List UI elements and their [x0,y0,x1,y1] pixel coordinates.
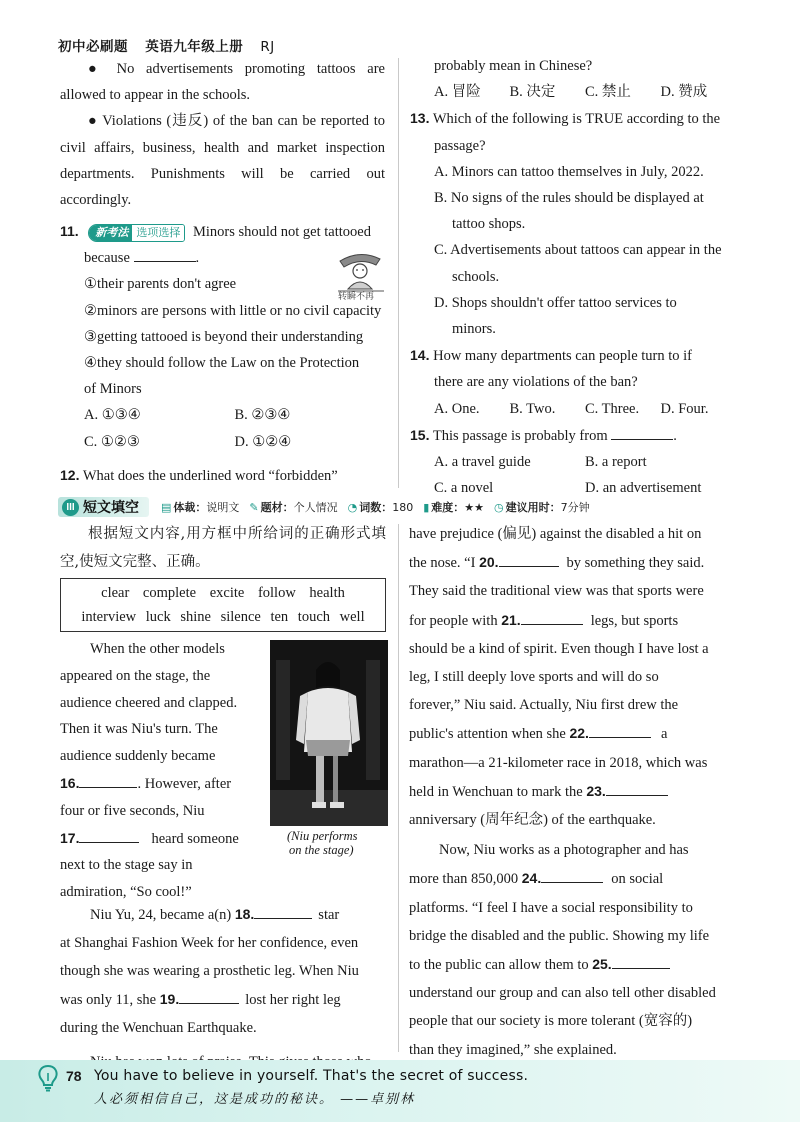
badge-sub: 选项选择 [132,225,184,241]
q13-choice-d-cont: minors. [452,321,496,338]
question-number-14: 14. [410,347,430,364]
word-box [60,578,386,632]
difficulty-meta: ▮ 难度：★★ [423,501,485,514]
question-13-stem: Which of the following is TRUE according to the [432,111,721,128]
choice-d[interactable]: D. Four. [660,400,709,417]
section-label [58,497,149,517]
blank-number-23: 23. [586,782,606,799]
question-15-stem: This passage is probably from [432,427,608,444]
page-header [58,35,287,55]
blank-number-16: 16. [60,774,80,791]
column-divider-bottom [398,524,399,1052]
choices-row-2 [60,429,385,455]
choice-b[interactable]: B. Two. [509,400,556,417]
question-stem: What does the underlined word “forbidden” [82,468,338,484]
question-number-15: 15. [410,426,430,443]
q13-choice-b[interactable]: B. No signs of the rules should be displayed at [434,190,704,207]
rule-bullet-2: ● Violations (违反) of the ban can be reported to civil affairs, business, health and market inspection departments. Punishments will be carried out accordingly. [60,113,385,209]
q13-choice-a[interactable]: A. Minors can tattoo themselves in July, 2022. [434,163,704,180]
choice-c[interactable]: C. ①②③ [84,433,140,450]
choice-b[interactable]: B. a report [585,454,647,471]
choice-d[interactable]: D. ①②④ [234,433,292,450]
bars-icon: ▮ [423,501,430,514]
speech-icon: ◔ [347,501,358,514]
question-14-stem-cont: there are any violations of the ban? [434,374,638,391]
statement-4-cont: of Minors [84,381,142,398]
blank-number-19: 19. [159,991,180,1007]
q13-choice-d[interactable]: D. Shops shouldn't offer tattoo services to [434,294,677,311]
word-box-row-1: clear complete excite follow health [101,585,345,601]
word-box-row-2: interview luck shine silence ten touch well [81,609,365,625]
statement-1: ①their parents don't agree [84,276,237,293]
question-number-13: 13. [410,110,430,127]
niu-photo [270,640,388,826]
answer-blank[interactable] [611,424,673,440]
blank-number-17: 17. [60,829,80,846]
blank-24[interactable] [541,867,603,883]
book-title: 初中必刷题 [58,39,128,55]
question-13-stem-cont: passage? [434,137,486,154]
statement-4: ④they should follow the Law on the Protection [84,355,360,372]
statement-3: ③getting tattooed is beyond their understanding [84,328,364,345]
blank-18[interactable] [254,903,312,919]
choice-c[interactable]: C. a novel [434,480,494,497]
question-number: 12. [60,467,80,483]
q13-choice-b-cont: tattoo shops. [452,216,526,233]
blank-16[interactable] [79,772,137,788]
cloze-paragraph-1: When the other models appeared on the stage, the audience cheered and clapped. Then it was Niu's turn. The audience suddenly became 16. . However, after four or five seconds, Niu 17. heard someone next to the stage say in admiration, “So cool!” [60,641,239,901]
question-stem: Minors should not get tattooed [192,224,371,240]
rule-bullet-1: ● No advertisements promoting tattoos are allowed to appear in the schools. [60,61,385,104]
section-number: III [62,499,79,516]
right-column-questions: probably mean in Chinese? A. 冒险 B. 决定 C. 禁止 D. 赞成 13. Which of the following is TRUE according to the passage? A. Minors can tattoo themselves in July, 2022. B. No signs of the rules should be displayed at tattoo shops. C. Advertisements about tattoos can appear in the schools. D. Shops shouldn't offer tattoo services to minors. 14. How many departments can people turn to if there are any violations of the ban? A. One. B. Two. C. Three. D. Four. 15. This passage is probably from . A. a travel guide B. a report C. a novel D. an advertisement [410,53,736,501]
question-14-stem: How many departments can people turn to if [433,348,693,365]
choice-b[interactable]: B. 决定 [509,84,556,101]
choice-d[interactable]: D. 赞成 [660,84,708,101]
answer-blank[interactable] [134,246,196,262]
blank-19[interactable] [179,988,239,1004]
sketch-caption: 转瞬不再 [338,292,375,302]
blank-21[interactable] [521,609,583,625]
cloze-paragraph-2: Niu Yu, 24, became a(n) 18. star at Shanghai Fashion Week for her confidence, even though she was wearing a prosthetic leg. When Niu was only 11, she 19. lost her right leg during the Wenchuan Earthquake. [60,900,386,1076]
model-on-stage-image [270,640,388,826]
time-meta: ◷ 建议用时：7分钟 [494,501,590,514]
cloze-instruction: 根据短文内容,用方框中所给词的正确形式填空,使短文完整、正确。 [60,526,386,570]
new-exam-badge [88,224,185,242]
badge-main: 新考法 [89,225,132,241]
blank-25[interactable] [612,953,670,969]
photo-caption: (Niu performs on the stage) [287,829,358,857]
edition-label: RJ [260,39,275,55]
q14-choices [410,396,736,422]
blank-number-21: 21. [501,611,521,628]
section-title: 短文填空 [83,500,139,516]
q13-choice-c-cont: schools. [452,268,500,285]
q12-choices [410,79,736,105]
clock-icon: ◷ [494,501,504,514]
choice-a[interactable]: A. One. [434,400,480,417]
choice-c[interactable]: C. Three. [585,400,640,417]
blank-20[interactable] [499,551,559,567]
subject-title: 英语九年级上册 [145,39,244,55]
blank-number-20: 20. [479,554,499,571]
choice-d[interactable]: D. an advertisement [585,480,702,497]
topic-meta: ✎ 题材：个人情况 [249,501,338,514]
choice-b[interactable]: B. ②③④ [234,407,291,424]
choice-c[interactable]: C. 禁止 [585,84,631,101]
q13-choice-c[interactable]: C. Advertisements about tattoos can appear in the [434,242,722,259]
pen-icon: ✎ [249,501,259,514]
page-number: 78 [66,1068,82,1084]
book-icon: ▤ [161,501,172,514]
statement-2: ②minors are persons with little or no civil capacity [84,302,382,319]
cloze-right-column: have prejudice (偏见) against the disabled a hit on the nose. “I 20. by something they said. They said the traditional view was that sports were for people with 21. legs, but sports should be a kind of spirit. Even though I have lost a leg, I still deeply love sports and will do so forever,” Niu said. Actually, Niu first drew the public's attention when she 22. a marathon—a 21-kilometer race in 2018, which was held in Wenchuan to mark the 23. anniversary (周年纪念) of the earthquake. Now, Niu works as a photographer and has more than 850,000 24. on social platforms. “I feel I have a social responsibility to bridge the disabled and the public. Showing my life to the public can allow them to 25. understand our group and can also tell other disabled people that our society is more tolerant (宽容的) than they imagined,” she explained. [409,526,716,1058]
blank-23[interactable] [606,780,668,796]
blank-number-25: 25. [592,956,612,973]
question-stem-cont: because [84,250,130,267]
choice-a[interactable]: A. 冒险 [434,84,481,101]
genre-meta: ▤ 体裁：说明文 [161,501,240,514]
question-number: 11. [60,223,79,239]
column-divider-top [398,58,399,488]
choice-a[interactable]: A. ①③④ [84,407,141,424]
question-12-cont: probably mean in Chinese? [434,58,593,74]
cartoon-sketch [330,245,392,303]
blank-17[interactable] [79,827,139,843]
lightbulb-icon [36,1064,60,1097]
q15-choices-row-1 [410,449,736,475]
section-header-bar [58,496,744,518]
motto-chinese: 人必须相信自己，这是成功的秘诀。 ——卓别林 [94,1092,416,1107]
question-12 [60,462,385,489]
passage-ending [60,56,385,213]
choice-a[interactable]: A. a travel guide [434,454,531,471]
motto-english: You have to believe in yourself. That's the secret of success. [94,1068,529,1084]
question-11: 11. 新考法 选项选择 Minors should not get tattooed because . ①their parents don't agree ②minors are persons with little or no civil capacity ③getting tattooed is beyond their understanding ④they should follow the Law on the Protection of Minors A. ①③④ B. ②③④ C. ①②③ D. ①②④ [60,218,385,455]
blank-number-22: 22. [569,725,589,742]
blank-number-18: 18. [234,906,255,922]
blank-number-24: 24. [521,870,542,887]
choices-row-1 [60,402,385,428]
blank-22[interactable] [589,722,651,738]
word-count-meta: ◔ 词数：180 [347,501,414,514]
